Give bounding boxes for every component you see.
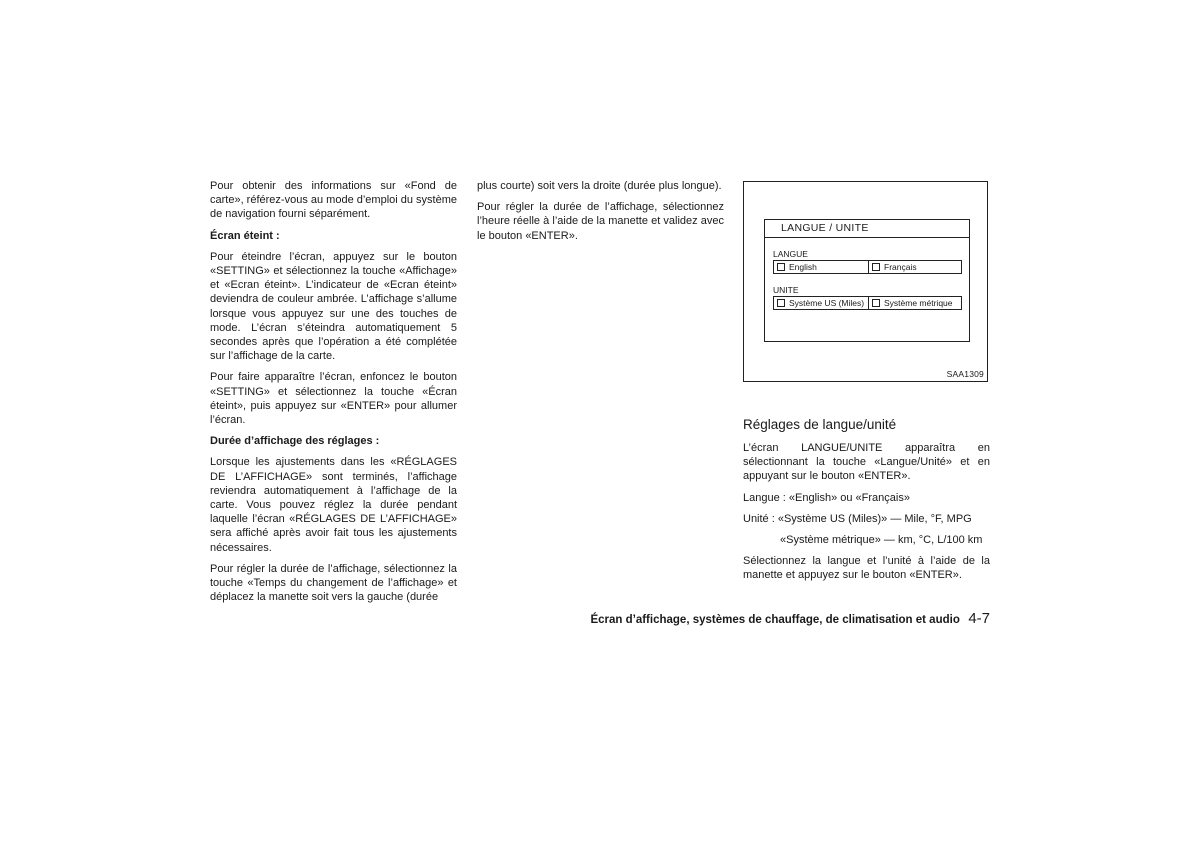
unit-line-us: Unité : «Système US (Miles)» — Mile, °F, MPG bbox=[743, 512, 972, 525]
paragraph: Pour régler la durée de l’affichage, sélectionnez la touche «Temps du changement de l’affichage» et déplacez la manette soit vers la gauche (durée bbox=[210, 562, 457, 604]
page-footer bbox=[560, 610, 990, 628]
screen-title: LANGUE / UNITE bbox=[765, 220, 969, 238]
figure-code: SAA1309 bbox=[946, 369, 984, 379]
unite-label: UNITE bbox=[773, 285, 799, 295]
paragraph: Pour éteindre l’écran, appuyez sur le bouton «SETTING» et sélectionnez la touche «Affichage» et «Ecran éteint». L’indicateur de «Ecran éteint» deviendra de couleur ambrée. L’affichage s’allume lorsque vous appuyez sur une des touches de mode. L’écran s’éteindra automatiquement 5 secondes après que l’opération a été complétée sur l’affichage de la carte. bbox=[210, 250, 457, 363]
unit-line-metric: «Système métrique» — km, °C, L/100 km bbox=[780, 534, 983, 547]
paragraph: Pour faire apparaître l’écran, enfoncez le bouton «SETTING» et sélectionnez la touche «Écran éteint», puis appuyez sur «ENTER» pour allumer l’écran. bbox=[210, 371, 457, 427]
column-left bbox=[210, 179, 457, 611]
option-label: Système US (Miles) bbox=[789, 298, 865, 308]
langue-options bbox=[773, 260, 962, 274]
column-right bbox=[743, 417, 990, 590]
checkbox-icon bbox=[872, 299, 880, 307]
checkbox-icon bbox=[872, 263, 880, 271]
page-number: 4-7 bbox=[968, 610, 990, 627]
paragraph: Sélectionnez la langue et l’unité à l’aide de la manette et appuyez sur le bouton «ENTER». bbox=[743, 555, 990, 582]
checkbox-icon bbox=[777, 263, 785, 271]
option-francais bbox=[868, 261, 961, 273]
paragraph: Pour obtenir des informations sur «Fond de carte», référez-vous au mode d’emploi du système de navigation fourni séparément. bbox=[210, 180, 458, 221]
figure-langue-unite-screen bbox=[743, 181, 988, 382]
option-label: English bbox=[789, 262, 817, 272]
langue-label: LANGUE bbox=[773, 249, 808, 259]
display-screen-illustration bbox=[764, 219, 970, 342]
option-english bbox=[774, 261, 868, 273]
section-heading-ecran-eteint: Écran éteint : bbox=[210, 229, 280, 242]
option-systeme-metrique bbox=[868, 297, 961, 309]
section-heading-reglages-langue: Réglages de langue/unité bbox=[743, 417, 897, 432]
footer-chapter-title: Écran d’affichage, systèmes de chauffage, de climatisation et audio bbox=[590, 614, 960, 626]
paragraph: L’écran LANGUE/UNITE apparaîtra en sélectionnant la touche «Langue/Unité» et en appuyant sur le bouton «ENTER». bbox=[743, 442, 990, 483]
checkbox-icon bbox=[777, 299, 785, 307]
paragraph: Langue : «English» ou «Français» bbox=[743, 491, 910, 504]
unite-options bbox=[773, 296, 962, 310]
option-systeme-us bbox=[774, 297, 868, 309]
paragraph: Pour régler la durée de l’affichage, sélectionnez l’heure réelle à l’aide de la manette et validez avec le bouton «ENTER». bbox=[477, 201, 724, 242]
option-label: Système métrique bbox=[884, 298, 953, 308]
section-heading-duree-affichage: Durée d’affichage des réglages : bbox=[210, 435, 380, 448]
paragraph: Lorsque les ajustements dans les «RÉGLAGES DE L’AFFICHAGE» sont terminés, l’affichage reviendra automatiquement à l’affichage de la carte. Vous pouvez réglez la durée pendant laquelle l’écran «RÉGLAGES DE L’AFFICHAGE» sera affiché après avoir fait tous les ajustements nécessaires. bbox=[210, 456, 457, 554]
option-label: Français bbox=[884, 262, 917, 272]
column-middle bbox=[477, 179, 724, 250]
paragraph: plus courte) soit vers la droite (durée plus longue). bbox=[477, 180, 722, 192]
